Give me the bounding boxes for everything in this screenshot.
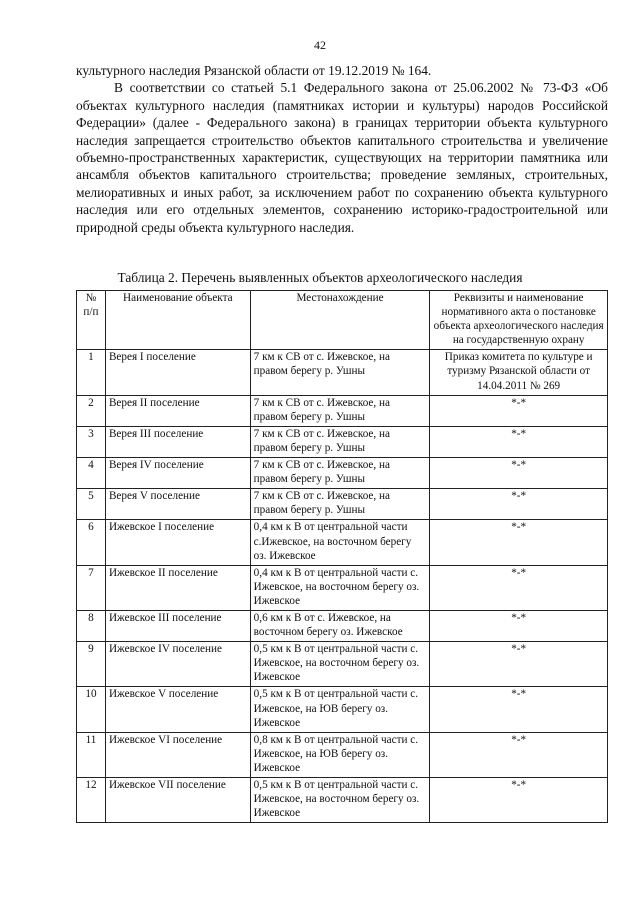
- page-number: 42: [314, 38, 326, 52]
- cell-location: 0,8 км к В от центральной части с. Ижевское, на ЮВ берегу оз. Ижевское: [250, 732, 430, 777]
- cell-location: 0,6 км к В от с. Ижевское, на восточном берегу оз. Ижевское: [250, 610, 430, 641]
- cell-location: 7 км к СВ от с. Ижевское, на правом берегу р. Ушны: [250, 350, 430, 395]
- cell-number: 7: [77, 565, 106, 610]
- table-header-row: [77, 291, 608, 350]
- cell-number: 1: [77, 350, 106, 395]
- cell-number: 8: [77, 610, 106, 641]
- table-row: [77, 426, 608, 457]
- cell-act: *-*: [430, 778, 608, 823]
- cell-location: 7 км к СВ от с. Ижевское, на правом берегу р. Ушны: [250, 489, 430, 520]
- paragraph: культурного наследия Рязанской области от 19.12.2019 № 164.: [76, 63, 432, 78]
- cell-act: *-*: [430, 610, 608, 641]
- cell-location: 7 км к СВ от с. Ижевское, на правом берегу р. Ушны: [250, 395, 430, 426]
- table-row: [77, 350, 608, 395]
- cell-act: Приказ комитета по культуре и туризму Рязанской области от 14.04.2011 № 269: [430, 350, 608, 395]
- cell-act: *-*: [430, 732, 608, 777]
- cell-name: Ижевское III поселение: [105, 610, 250, 641]
- cell-number: 11: [77, 732, 106, 777]
- table-row: [77, 732, 608, 777]
- cell-name: Ижевское IV поселение: [105, 642, 250, 687]
- table-body: [77, 350, 608, 823]
- table-row: [77, 778, 608, 823]
- cell-number: 6: [77, 520, 106, 565]
- table-row: [77, 520, 608, 565]
- body-text: [76, 62, 608, 236]
- table-row: [77, 458, 608, 489]
- column-header-location: Местонахождение: [250, 291, 430, 350]
- cell-name: Верея V поселение: [105, 489, 250, 520]
- cell-act: *-*: [430, 520, 608, 565]
- cell-name: Ижевское II поселение: [105, 565, 250, 610]
- table-row: [77, 395, 608, 426]
- cell-location: 0,5 км к В от центральной части с. Ижевское, на восточном берегу оз. Ижевское: [250, 642, 430, 687]
- cell-name: Ижевское V поселение: [105, 687, 250, 732]
- cell-location: 0,4 км к В от центральной части с. Ижевское, на восточном берегу оз. Ижевское: [250, 565, 430, 610]
- cell-name: Ижевское I поселение: [105, 520, 250, 565]
- cell-location: 0,4 км к В от центральной части с.Ижевское, на восточном берегу оз. Ижевское: [250, 520, 430, 565]
- table-row: [77, 642, 608, 687]
- cell-location: 7 км к СВ от с. Ижевское, на правом берегу р. Ушны: [250, 458, 430, 489]
- cell-number: 3: [77, 426, 106, 457]
- cell-act: *-*: [430, 395, 608, 426]
- archaeological-objects-table: [76, 290, 608, 823]
- cell-location: 7 км к СВ от с. Ижевское, на правом берегу р. Ушны: [250, 426, 430, 457]
- cell-act: *-*: [430, 687, 608, 732]
- cell-name: Ижевское VI поселение: [105, 732, 250, 777]
- cell-act: *-*: [430, 426, 608, 457]
- cell-name: Верея I поселение: [105, 350, 250, 395]
- cell-act: *-*: [430, 458, 608, 489]
- table-row: [77, 565, 608, 610]
- cell-number: 4: [77, 458, 106, 489]
- cell-act: *-*: [430, 565, 608, 610]
- table-row: [77, 687, 608, 732]
- cell-name: Верея III поселение: [105, 426, 250, 457]
- cell-number: 12: [77, 778, 106, 823]
- column-header-act: Реквизиты и наименование нормативного акта о постановке объекта археологического наследия на государственную охрану: [430, 291, 608, 350]
- table-row: [77, 610, 608, 641]
- cell-location: 0,5 км к В от центральной части с. Ижевское, на восточном берегу оз. Ижевское: [250, 778, 430, 823]
- cell-number: 2: [77, 395, 106, 426]
- cell-location: 0,5 км к В от центральной части с. Ижевское, на ЮВ берегу оз. Ижевское: [250, 687, 430, 732]
- cell-name: Ижевское VII поселение: [105, 778, 250, 823]
- cell-act: *-*: [430, 642, 608, 687]
- cell-name: Верея II поселение: [105, 395, 250, 426]
- table-caption: Таблица 2. Перечень выявленных объектов археологического наследия: [117, 270, 523, 285]
- table-row: [77, 489, 608, 520]
- column-header-name: Наименование объекта: [105, 291, 250, 350]
- cell-number: 10: [77, 687, 106, 732]
- cell-number: 9: [77, 642, 106, 687]
- cell-number: 5: [77, 489, 106, 520]
- paragraph: В соответствии со статьей 5.1 Федерального закона от 25.06.2002 № 73-ФЗ «Об объектах культурного наследия (памятниках истории и культуры) народов Российской Федерации» (далее - Федерального закона) в границах территории объекта культурного наследия запрещается строительство объектов капитального строительства и увеличение объемно-пространственных характеристик, существующих на территории памятника или ансамбля объектов капитального строительства; проведение земляных, строительных, мелиоративных и иных работ, за исключением работ по сохранению объекта культурного наследия или его отдельных элементов, сохранению историко-градостроительной или природной среды объекта культурного наследия.: [76, 80, 608, 235]
- cell-name: Верея IV поселение: [105, 458, 250, 489]
- cell-act: *-*: [430, 489, 608, 520]
- column-header-number: № п/п: [77, 291, 106, 350]
